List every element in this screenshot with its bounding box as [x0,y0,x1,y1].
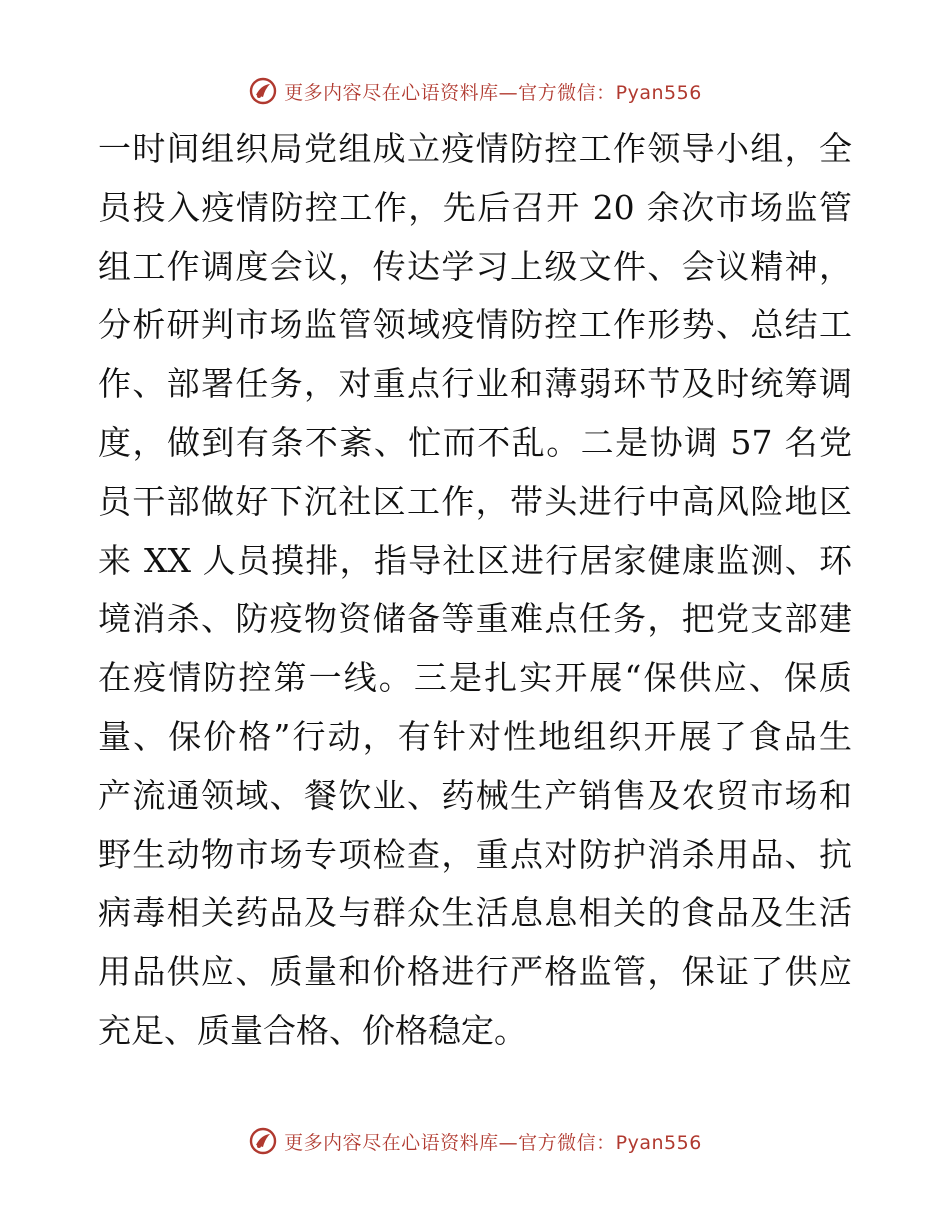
header-watermark [0,76,950,106]
text-line: 组工作调度会议，传达学习上级文件、会议精神， [98,246,852,286]
text-line: 一时间组织局党组成立疫情防控工作领导小组，全 [98,129,852,168]
text-line: 分析研判市场监管领域疫情防控工作形势、总结工 [98,305,852,345]
logo-icon [248,1126,278,1156]
watermark-text: 更多内容尽在心语资料库—官方微信：Pyan556 [284,81,702,104]
logo-icon [248,76,278,106]
text-line: 在疫情防控第一线。三是扎实开展“保供应、保质 [98,658,852,698]
text-line: 度，做到有条不紊、忙而不乱。二是协调 57 名党 [98,422,852,462]
text-line: 充足、质量合格、价格稳定。 [98,1010,527,1050]
text-line: 境消杀、防疫物资储备等重难点任务，把党支部建 [98,599,852,639]
text-line: 员干部做好下沉社区工作，带头进行中高风险地区 [98,481,852,521]
text-line: 作、部署任务，对重点行业和薄弱环节及时统筹调 [98,364,852,404]
text-line: 病毒相关药品及与群众生活息息相关的食品及生活 [98,893,852,933]
document-body [98,120,852,1061]
text-line: 野生动物市场专项检查，重点对防护消杀用品、抗 [98,834,852,874]
footer-watermark [0,1126,950,1156]
text-line: 用品供应、质量和价格进行严格监管，保证了供应 [98,952,852,992]
text-line: 来 XX 人员摸排，指导社区进行居家健康监测、环 [98,540,852,580]
watermark-text: 更多内容尽在心语资料库—官方微信：Pyan556 [284,1131,702,1154]
text-line: 产流通领域、餐饮业、药械生产销售及农贸市场和 [98,775,852,815]
text-line: 员投入疫情防控工作，先后召开 20 余次市场监管 [98,187,852,227]
text-line: 量、保价格”行动，有针对性地组织开展了食品生 [98,716,852,756]
